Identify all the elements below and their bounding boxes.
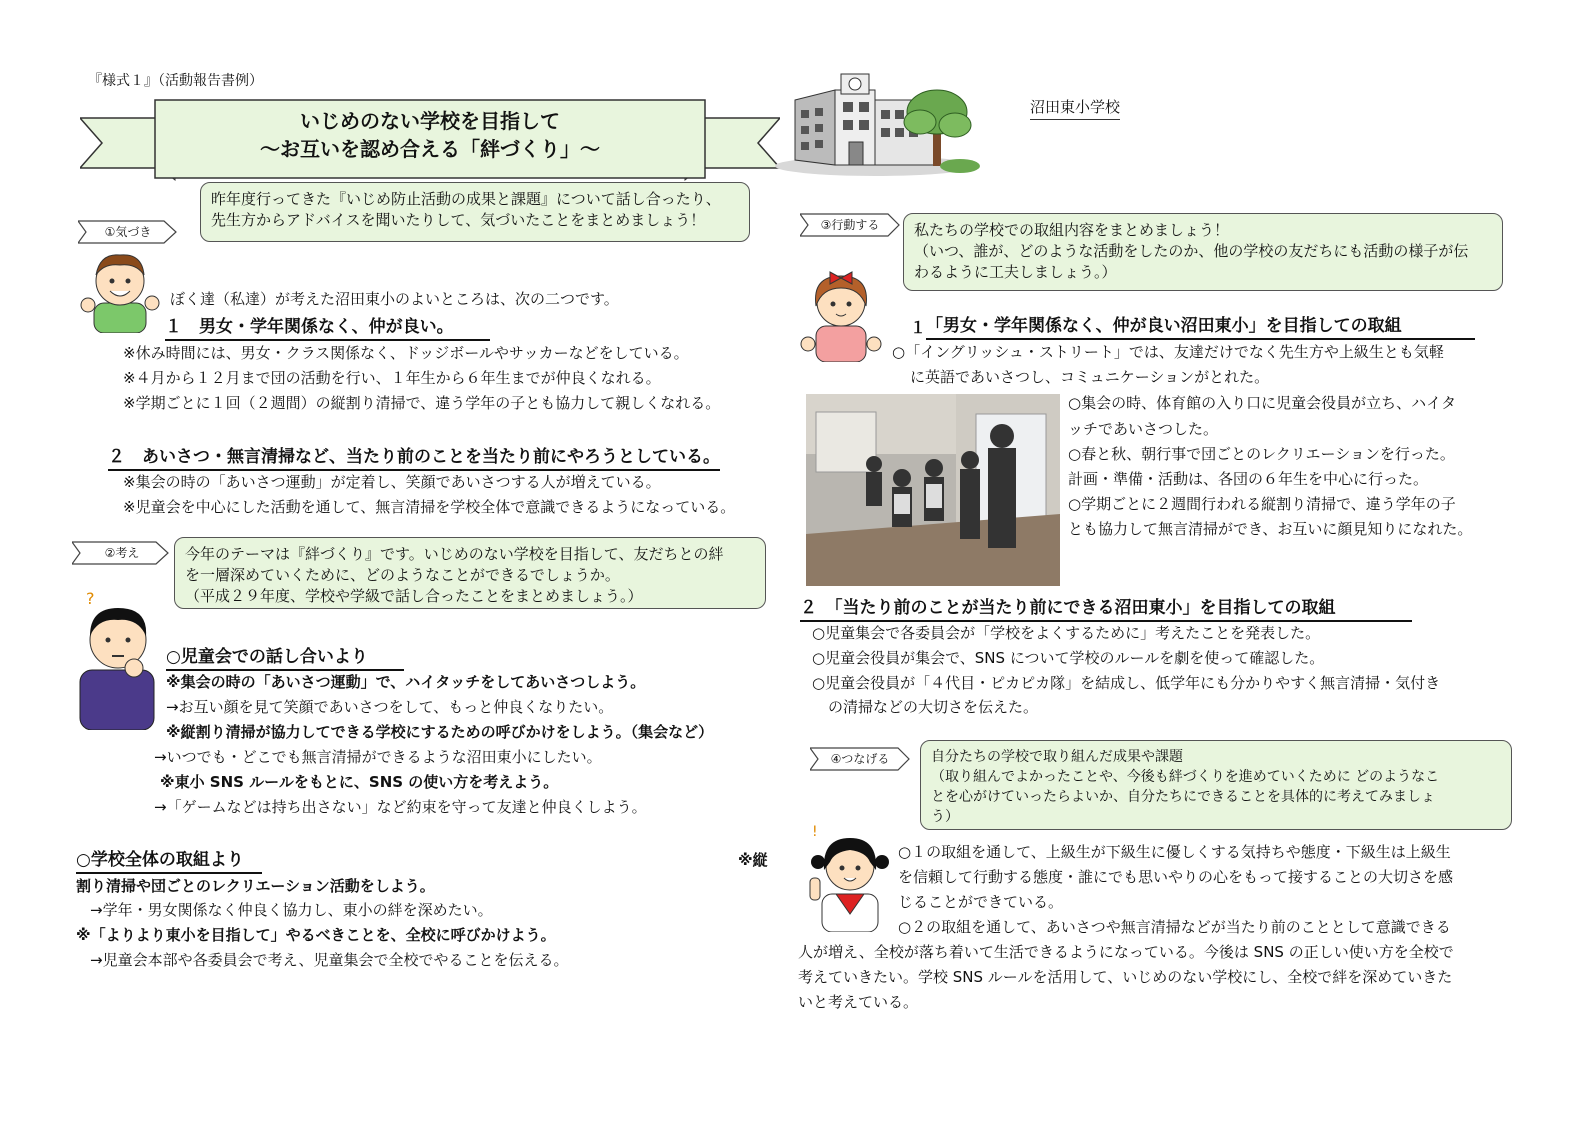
banner-title-line1: いじめのない学校を目指して bbox=[300, 109, 560, 133]
action1-side-line: とも協力して無言清掃ができ、お互いに顔見知りになれた。 bbox=[1068, 520, 1473, 538]
council-item: ※集会の時の「あいさつ運動」で、ハイタッチをしてあいさつしよう。 bbox=[166, 673, 646, 691]
point2-heading: ２ あいさつ・無言清掃など、当たり前のことを当たり前にやろうとしている。 bbox=[108, 446, 720, 471]
bubble-line: 今年のテーマは『絆づくり』です。いじめのない学校を目指して、友だちとの絆 bbox=[185, 545, 724, 563]
point1-item: ※４月から１２月まで団の活動を行い、１年生から６年生までが仲良くなれる。 bbox=[123, 369, 661, 387]
bubble-line: 先生方からアドバイスを聞いたりして、気づいたことをまとめましょう！ bbox=[211, 211, 706, 229]
conclusion-line: を信頼して行動する態度・誰にでも思いやりの心をもって接することの大切さを感 bbox=[898, 868, 1454, 886]
tag-connect-label: ④つなげる bbox=[830, 752, 890, 766]
bubble-line: とを心がけていったらよいか、自分たちにできることを具体的に考えてみましょ bbox=[931, 789, 1435, 805]
conclusion-line: ○１の取組を通して、上級生が下級生に優しくする気持ちや態度・下級生は上級生 bbox=[898, 843, 1451, 861]
point1-heading: １ 男女・学年関係なく、仲が良い。 bbox=[165, 316, 490, 341]
council-item: →いつでも・どこでも無言清掃ができるような沼田東小にしたい。 bbox=[154, 748, 602, 766]
action1-heading: 「男女・学年関係なく、仲が良い沼田東小」を目指しての取組 bbox=[926, 315, 1475, 340]
bubble-line: （いつ、誰が、どのような活動をしたのか、他の学校の友だちにも活動の様子が伝 bbox=[914, 242, 1469, 260]
action1-side-line: ○春と秋、朝行事で団ごとのレクリエーションを行った。 bbox=[1068, 445, 1455, 463]
school-item: →学年・男女関係なく仲良く協力し、東小の絆を深めたい。 bbox=[90, 901, 493, 919]
action2-line: の清掃などの大切さを伝えた。 bbox=[828, 698, 1039, 716]
conclusion-line: じることができている。 bbox=[898, 893, 1064, 911]
children-photo bbox=[806, 394, 1060, 586]
action2-line: ○児童会役員が集会で、SNS について学校のルールを劇を使って確認した。 bbox=[812, 649, 1325, 667]
school-heading: ○学校全体の取組より bbox=[76, 849, 262, 874]
school-building-icon bbox=[775, 70, 985, 180]
bubble-line: 自分たちの学校で取り組んだ成果や課題 bbox=[931, 749, 1183, 765]
council-heading: ○児童会での話し合いより bbox=[166, 646, 404, 671]
school-item: 割り清掃や団ごとのレクリエーション活動をしよう。 bbox=[76, 877, 435, 895]
council-item: →お互い顔を見て笑顔であいさつをして、もっと仲良くなりたい。 bbox=[166, 698, 614, 716]
svg-text:?: ? bbox=[86, 590, 95, 608]
action2-line: ○児童会役員が「４代目・ピカピカ隊」を結成し、低学年にも分かりやすく無言清掃・気付き bbox=[812, 674, 1441, 692]
action1-line: ○「イングリッシュ・ストリート」では、友達だけでなく先生方や上級生とも気軽 bbox=[892, 343, 1444, 361]
boy-smiling-icon bbox=[80, 245, 162, 333]
action2-line: ○児童集会で各委員会が「学校をよくするために」考えたことを発表した。 bbox=[812, 624, 1321, 642]
action1-number: １ bbox=[910, 318, 927, 337]
speech-bubble-action bbox=[903, 213, 1503, 291]
bubble-line: 昨年度行ってきた『いじめ防止活動の成果と課題』について話し合ったり、 bbox=[211, 190, 721, 208]
tag-thinking bbox=[72, 540, 172, 566]
action2-heading: ２ 「当たり前のことが当たり前にできる沼田東小」を目指しての取組 bbox=[800, 597, 1412, 622]
council-item: →「ゲームなどは持ち出さない」など約束を守って友達と仲良くしよう。 bbox=[154, 798, 647, 816]
school-note: ※縦 bbox=[738, 851, 768, 869]
svg-text:!: ! bbox=[812, 824, 818, 840]
school-item: ※「よりより東小を目指して」やるべきことを、全校に呼びかけよう。 bbox=[76, 926, 556, 944]
banner-title-line2: ～お互いを認め合える「絆づくり」～ bbox=[260, 137, 600, 161]
conclusion-line: ○２の取組を通して、あいさつや無言清掃などが当たり前のこととして意識できる bbox=[898, 918, 1451, 936]
tag-connect bbox=[810, 746, 910, 772]
tag-thinking-label: ②考え bbox=[104, 546, 140, 560]
bubble-line: を一層深めていくために、どのようなことができるでしょうか。 bbox=[185, 566, 620, 584]
bubble-line: う） bbox=[931, 809, 959, 825]
speech-bubble-connect bbox=[920, 740, 1512, 830]
point1-item: ※学期ごとに１回（２週間）の縦割り清掃で、違う学年の子とも協力して親しくなれる。 bbox=[123, 394, 721, 412]
point2-item: ※集会の時の「あいさつ運動」が定着し、笑顔であいさつする人が増えている。 bbox=[123, 473, 661, 491]
school-name: 沼田東小学校 bbox=[1030, 98, 1120, 120]
action1-side-line: ○集会の時、体育館の入り口に児童会役員が立ち、ハイタ bbox=[1068, 394, 1457, 412]
tag-action bbox=[800, 212, 900, 238]
conclusion-line: 人が増え、全校が落ち着いて生活できるようになっている。今後は SNS の正しい使い方を全校で bbox=[798, 943, 1454, 961]
action1-line: に英語であいさつし、コミュニケーションがとれた。 bbox=[910, 368, 1270, 386]
bubble-line: わるように工夫しましょう。） bbox=[914, 263, 1117, 281]
tag-awareness-label: ①気づき bbox=[104, 225, 152, 239]
bubble-line: 私たちの学校での取組内容をまとめましょう！ bbox=[914, 221, 1230, 239]
boy-thinking-icon bbox=[72, 590, 162, 730]
point2-item: ※児童会を中心にした活動を通して、無言清掃を学校全体で意識できるようになっている。 bbox=[123, 498, 736, 516]
girl-pointing-icon bbox=[806, 822, 892, 932]
speech-bubble-awareness bbox=[200, 182, 750, 242]
tag-awareness bbox=[78, 219, 178, 245]
speech-bubble-thinking bbox=[174, 537, 766, 609]
conclusion-line: 考えていきたい。学校 SNS ルールを活用して、いじめのない学校にし、全校で絆を深めていきた bbox=[798, 968, 1453, 986]
form-label: 『様式１』（活動報告書例） bbox=[88, 73, 263, 89]
council-item: ※東小 SNS ルールをもとに、SNS の使い方を考えよう。 bbox=[160, 773, 559, 791]
intro-text: ぼく達（私達）が考えた沼田東小のよいところは、次の二つです。 bbox=[170, 290, 619, 308]
school-item: →児童会本部や各委員会で考え、児童集会で全校でやることを伝える。 bbox=[90, 951, 569, 969]
action1-side-line: ッチであいさつした。 bbox=[1068, 420, 1219, 438]
point1-item: ※休み時間には、男女・クラス関係なく、ドッジボールやサッカーなどをしている。 bbox=[123, 344, 689, 362]
bubble-line: （平成２９年度、学校や学級で話し合ったことをまとめましょう。） bbox=[185, 587, 643, 605]
action1-side-line: 計画・準備・活動は、各団の６年生を中心に行った。 bbox=[1068, 470, 1429, 488]
girl-speaking-icon bbox=[800, 262, 882, 362]
tag-action-label: ③行動する bbox=[820, 218, 880, 232]
council-item: ※縦割り清掃が協力してできる学校にするための呼びかけをしよう。（集会など） bbox=[166, 723, 714, 741]
bubble-line: （取り組んでよかったことや、今後も絆づくりを進めていくために どのようなこ bbox=[931, 769, 1440, 785]
conclusion-line: いと考えている。 bbox=[798, 993, 919, 1011]
action1-side-line: ○学期ごとに２週間行われる縦割り清掃で、違う学年の子 bbox=[1068, 495, 1456, 513]
